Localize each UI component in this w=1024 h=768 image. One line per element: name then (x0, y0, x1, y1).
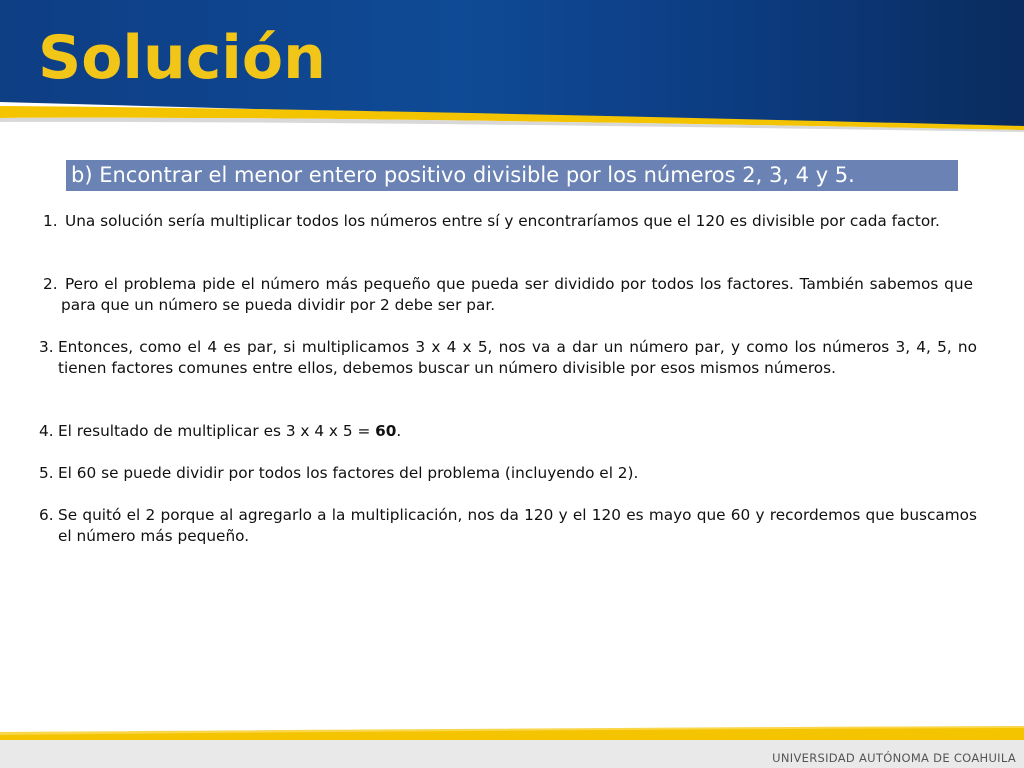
list-item (39, 421, 977, 442)
header-swoosh (0, 96, 1024, 140)
list-item (43, 211, 973, 232)
list-item (39, 505, 977, 547)
list-item (39, 337, 977, 379)
result-value: 60 (375, 422, 397, 440)
item-text: Se quitó el 2 porque al agregarlo a la multiplicación, nos da 120 y el 120 es mayo que 60 y recordemos que buscamos el número más pequeño. (58, 506, 977, 545)
page-title: Solución (38, 23, 326, 93)
item-text: Entonces, como el 4 es par, si multiplicamos 3 x 4 x 5, nos va a dar un número par, y como los números 3, 4, 5, no tienen factores comunes entre ellos, debemos buscar un número divisible por esos mismos números. (58, 338, 977, 377)
item-text-prefix: El resultado de multiplicar es 3 x 4 x 5 = (58, 422, 376, 440)
item-number: 1. (43, 212, 58, 230)
item-text-suffix: . (396, 422, 402, 440)
list-item (39, 463, 977, 484)
item-number: 5. (39, 464, 54, 482)
item-number: 3. (39, 338, 54, 356)
institution-name: UNIVERSIDAD AUTÓNOMA DE COAHUILA (772, 751, 1016, 765)
item-text: Una solución sería multiplicar todos los números entre sí y encontraríamos que el 120 es divisible por cada factor. (65, 212, 940, 230)
item-number: 6. (39, 506, 54, 524)
item-number: 2. (43, 275, 58, 293)
item-text: Pero el problema pide el número más pequeño que pueda ser dividido por todos los factores. También sabemos que para que un número se pueda dividir por 2 debe ser par. (61, 275, 973, 314)
item-text: El 60 se puede dividir por todos los factores del problema (incluyendo el 2). (58, 464, 639, 482)
list-item (43, 274, 973, 316)
item-text (39, 421, 977, 442)
item-number: 4. (39, 422, 54, 440)
problem-statement: b) Encontrar el menor entero positivo divisible por los números 2, 3, 4 y 5. (66, 160, 958, 191)
